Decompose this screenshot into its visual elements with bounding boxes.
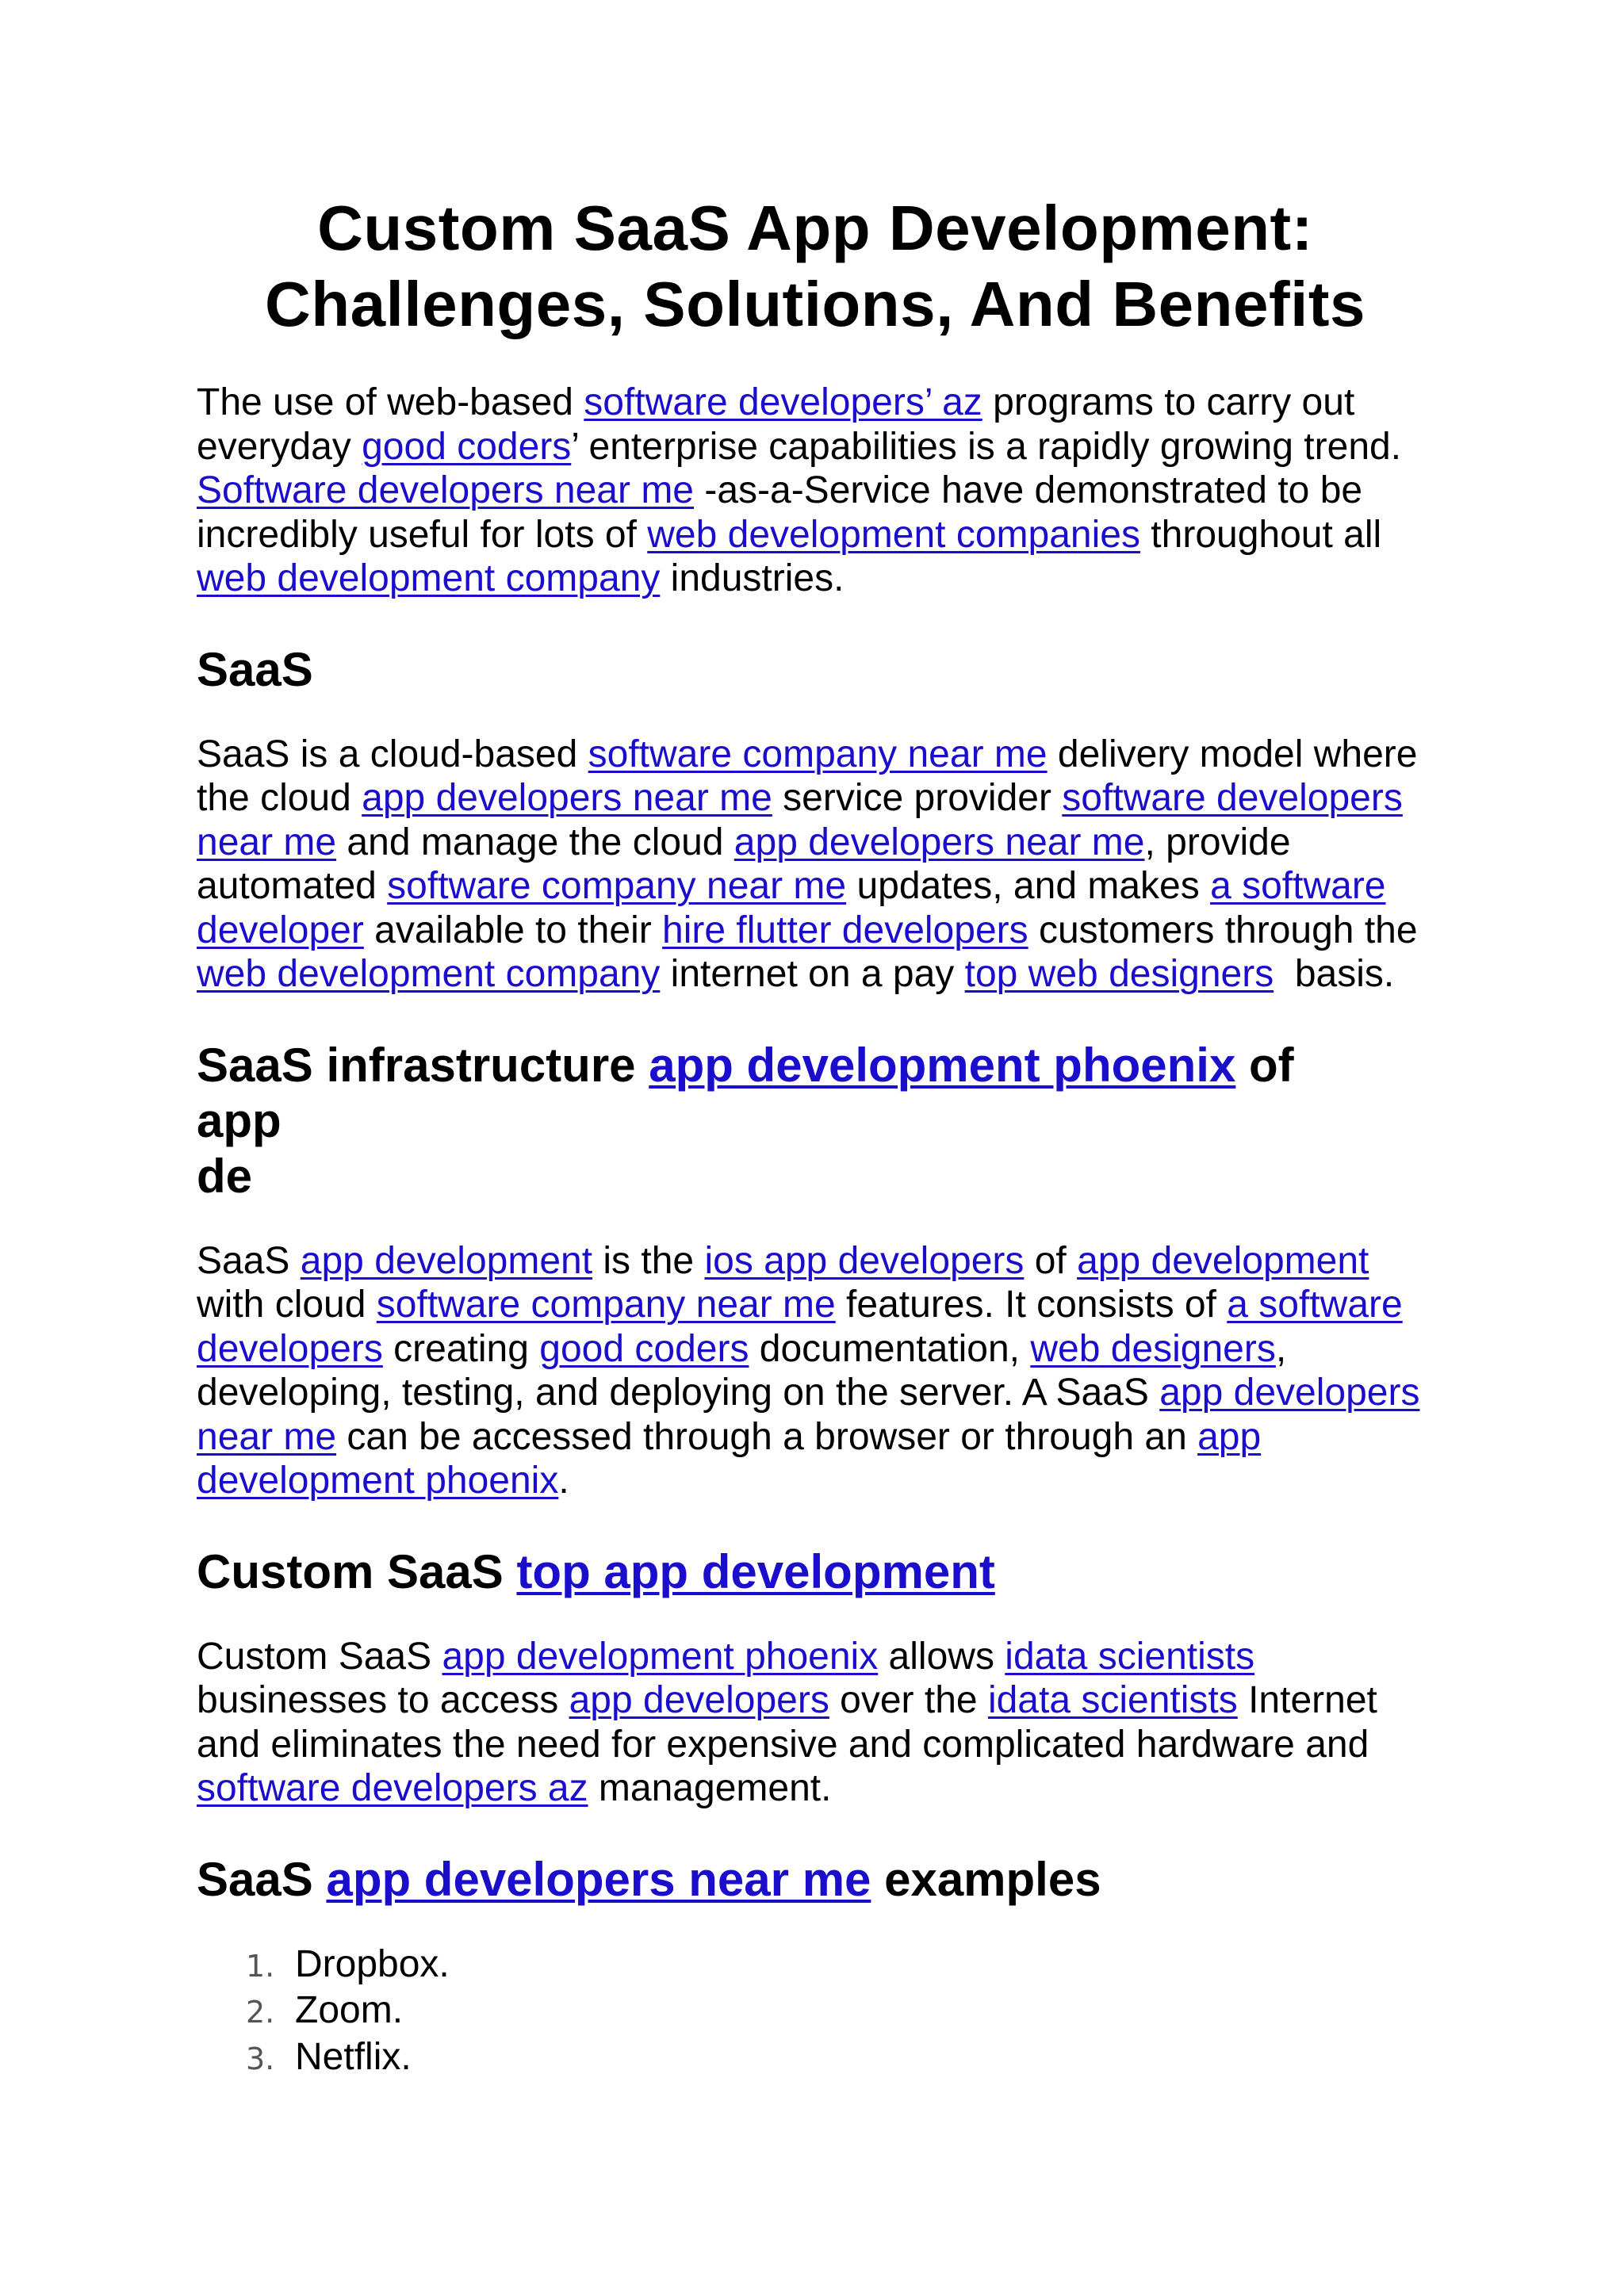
custom-text: allows bbox=[878, 1635, 1005, 1678]
link-app-development-phoenix[interactable]: app development phoenix bbox=[197, 1415, 1262, 1502]
link-app-development[interactable]: app development bbox=[1077, 1239, 1369, 1282]
link-web-designers[interactable]: web designers bbox=[1030, 1327, 1276, 1370]
intro-text: ’ enterprise capabilities is a rapidly growing trend. bbox=[571, 425, 1402, 468]
saas-text: and manage the cloud bbox=[336, 821, 734, 863]
saas-text: delivery model where the cloud bbox=[197, 733, 1418, 819]
link-good-coders[interactable]: good coders bbox=[362, 425, 572, 468]
list-item bbox=[197, 2035, 1434, 2082]
link-good-coders[interactable]: good coders bbox=[539, 1327, 749, 1370]
heading-text-line-2: app bbox=[197, 1093, 282, 1147]
custom-text: Custom SaaS bbox=[197, 1635, 442, 1678]
document-page bbox=[197, 190, 1434, 2081]
link-web-development-company[interactable]: web development company bbox=[197, 557, 661, 599]
saas-text: updates, and makes bbox=[846, 865, 1211, 907]
section-heading-saas-examples bbox=[197, 1852, 1434, 1908]
list-item bbox=[197, 1988, 1434, 2035]
link-a-software-developer[interactable]: a software developer bbox=[197, 865, 1386, 951]
list-item-text: Netflix. bbox=[295, 2035, 412, 2078]
examples-list bbox=[197, 1942, 1434, 2082]
link-ios-app-developers[interactable]: ios app developers bbox=[704, 1239, 1025, 1282]
link-software-company-near-me[interactable]: software company near me bbox=[588, 733, 1048, 775]
section-heading-saas-infrastructure bbox=[197, 1038, 1434, 1204]
infra-text: with cloud bbox=[197, 1284, 377, 1326]
heading-text-line-3: de bbox=[197, 1149, 253, 1203]
link-idata-scientists[interactable]: idata scientists bbox=[1005, 1635, 1255, 1678]
saas-text: customers through the bbox=[1028, 909, 1418, 951]
saas-text: available to their bbox=[363, 909, 663, 951]
link-app-development-phoenix[interactable]: app development phoenix bbox=[442, 1635, 879, 1678]
link-app-developers[interactable]: app developers bbox=[569, 1679, 829, 1721]
custom-text: over the bbox=[829, 1679, 988, 1721]
saas-text: internet on a pay bbox=[660, 953, 965, 995]
infra-text: , developing, testing, and deploying on the server. A SaaS bbox=[197, 1327, 1287, 1414]
custom-text: businesses to access bbox=[197, 1679, 569, 1721]
infra-text: of bbox=[1024, 1239, 1078, 1282]
list-item bbox=[197, 1942, 1434, 1989]
saas-text: basis. bbox=[1274, 953, 1395, 995]
intro-text: -as-a-Service have demonstrated to be incredibly useful for lots of bbox=[197, 469, 1363, 556]
link-software-developers-az[interactable]: software developers’ az bbox=[584, 381, 982, 423]
infra-text: documentation, bbox=[749, 1327, 1031, 1370]
heading-text: of bbox=[1235, 1038, 1294, 1092]
heading-link-top-app-development[interactable]: top app development bbox=[516, 1544, 995, 1598]
page-title bbox=[197, 190, 1434, 342]
link-web-development-company[interactable]: web development company bbox=[197, 953, 661, 995]
page-title-line-1: Custom SaaS App Development: bbox=[317, 193, 1313, 263]
heading-link-app-developers-near-me[interactable]: app developers near me bbox=[326, 1852, 871, 1906]
heading-link-app-development-phoenix[interactable]: app development phoenix bbox=[649, 1038, 1236, 1092]
infra-text: SaaS bbox=[197, 1239, 301, 1282]
infra-text: . bbox=[558, 1460, 569, 1502]
intro-text: industries. bbox=[660, 557, 845, 599]
link-a-software-developers[interactable]: a software developers bbox=[197, 1284, 1403, 1370]
heading-text: Custom SaaS bbox=[197, 1544, 517, 1598]
link-app-developers-near-me[interactable]: app developers near me bbox=[197, 1372, 1420, 1458]
section-heading-custom-saas bbox=[197, 1544, 1434, 1600]
intro-text: programs to carry out everyday bbox=[197, 381, 1355, 468]
list-item-number: 1. bbox=[246, 1948, 275, 1984]
link-app-developers-near-me[interactable]: app developers near me bbox=[362, 777, 772, 819]
link-software-company-near-me[interactable]: software company near me bbox=[376, 1284, 836, 1326]
link-software-developers-near-me[interactable]: software developers near me bbox=[197, 777, 1403, 863]
link-software-developers-near-me[interactable]: Software developers near me bbox=[197, 469, 694, 511]
link-hire-flutter-developers[interactable]: hire flutter developers bbox=[662, 909, 1028, 951]
saas-paragraph bbox=[197, 733, 1434, 997]
link-idata-scientists[interactable]: idata scientists bbox=[987, 1679, 1238, 1721]
link-app-development[interactable]: app development bbox=[300, 1239, 593, 1282]
custom-text: management. bbox=[588, 1767, 832, 1809]
section-heading-saas: SaaS bbox=[197, 642, 313, 696]
list-item-text: Dropbox. bbox=[295, 1942, 450, 1985]
list-item-number: 2. bbox=[246, 1995, 275, 2030]
intro-text: The use of web-based bbox=[197, 381, 584, 423]
heading-text: examples bbox=[871, 1852, 1101, 1906]
intro-paragraph bbox=[197, 381, 1434, 601]
infra-text: features. It consists of bbox=[835, 1284, 1228, 1326]
list-item-number: 3. bbox=[246, 2041, 275, 2076]
custom-text: Internet and eliminates the need for expensive and complicated hardware and bbox=[197, 1679, 1377, 1766]
link-software-company-near-me[interactable]: software company near me bbox=[387, 865, 847, 907]
saas-text: SaaS is a cloud-based bbox=[197, 733, 588, 775]
link-web-development-companies[interactable]: web development companies bbox=[647, 513, 1140, 556]
heading-text: SaaS bbox=[197, 1852, 327, 1906]
link-top-web-designers[interactable]: top web designers bbox=[964, 953, 1274, 995]
infra-paragraph bbox=[197, 1239, 1434, 1503]
saas-text: , provide automated bbox=[197, 821, 1291, 907]
link-software-developers-az[interactable]: software developers az bbox=[197, 1767, 588, 1809]
custom-paragraph bbox=[197, 1635, 1434, 1811]
infra-text: creating bbox=[382, 1327, 540, 1370]
infra-text: is the bbox=[592, 1239, 705, 1282]
page-title-line-2: Challenges, Solutions, And Benefits bbox=[264, 269, 1365, 339]
intro-text: throughout all bbox=[1139, 513, 1382, 556]
list-item-text: Zoom. bbox=[295, 1989, 404, 2031]
infra-text: can be accessed through a browser or through an bbox=[336, 1415, 1198, 1458]
saas-text: service provider bbox=[772, 777, 1063, 819]
link-app-developers-near-me[interactable]: app developers near me bbox=[733, 821, 1145, 863]
heading-text: SaaS infrastructure bbox=[197, 1038, 649, 1092]
